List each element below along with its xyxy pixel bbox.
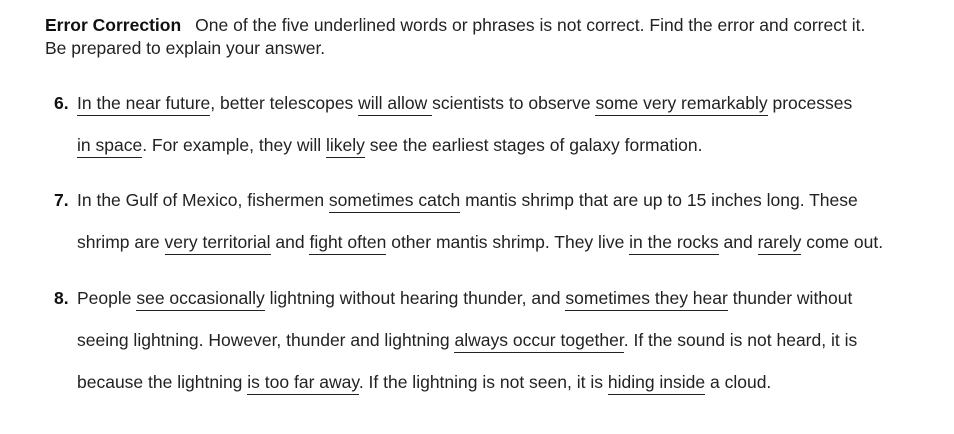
underlined-phrase: sometimes catch <box>329 190 460 213</box>
sentence-text: In the Gulf of Mexico, fishermen <box>77 190 329 210</box>
sentence-text: a cloud. <box>705 372 772 392</box>
item-line <box>77 330 857 351</box>
item-number: 6. <box>54 93 69 113</box>
sentence-text: seeing lightning. However, thunder and lightning <box>77 330 455 350</box>
item-line <box>77 232 883 253</box>
underlined-phrase: very territorial <box>165 232 271 255</box>
instructions <box>45 14 925 60</box>
sentence-text: and <box>718 232 758 252</box>
sentence-text: lightning without hearing thunder, and <box>264 288 566 308</box>
sentence-text: shrimp are <box>77 232 165 252</box>
underlined-phrase: fight often <box>309 232 386 255</box>
sentence-text: . For example, they will <box>142 135 326 155</box>
underlined-phrase: will allow <box>358 93 432 116</box>
sentence-text: . If the lightning is not seen, it is <box>358 372 608 392</box>
instructions-line-2: Be prepared to explain your answer. <box>45 38 326 58</box>
underlined-phrase: always occur together <box>454 330 623 353</box>
item-number: 7. <box>54 190 69 210</box>
instructions-text: One of the five underlined words or phrases is not correct. Find the error and correct it. <box>195 15 866 35</box>
section-heading: Error Correction <box>45 15 182 35</box>
underlined-phrase: In the near future <box>77 93 210 116</box>
item-line <box>77 288 852 309</box>
underlined-phrase: is too far away <box>247 372 359 395</box>
sentence-text: mantis shrimp that are up to 15 inches long. These <box>460 190 858 210</box>
item-line <box>77 372 771 393</box>
sentence-text: and <box>270 232 310 252</box>
underlined-phrase: likely <box>326 135 365 158</box>
sentence-text: come out. <box>801 232 884 252</box>
sentence-text: see the earliest stages of galaxy formation. <box>364 135 703 155</box>
item-line <box>77 135 702 156</box>
sentence-text: processes <box>767 93 853 113</box>
underlined-phrase: in the rocks <box>629 232 718 255</box>
sentence-text: . If the sound is not heard, it is <box>623 330 858 350</box>
item-line <box>77 93 852 114</box>
item-line <box>77 190 858 211</box>
sentence-text: , better telescopes <box>210 93 359 113</box>
underlined-phrase: in space <box>77 135 142 158</box>
underlined-phrase: hiding inside <box>608 372 705 395</box>
underlined-phrase: rarely <box>758 232 802 255</box>
underlined-phrase: some very remarkably <box>595 93 767 116</box>
instructions-line-1 <box>45 14 925 37</box>
item-number: 8. <box>54 288 69 308</box>
sentence-text: thunder without <box>727 288 853 308</box>
sentence-text: scientists to observe <box>432 93 596 113</box>
underlined-phrase: see occasionally <box>136 288 264 311</box>
underlined-phrase: sometimes they hear <box>565 288 727 311</box>
sentence-text: other mantis shrimp. They live <box>386 232 630 252</box>
sentence-text: People <box>77 288 137 308</box>
sentence-text: because the lightning <box>77 372 248 392</box>
